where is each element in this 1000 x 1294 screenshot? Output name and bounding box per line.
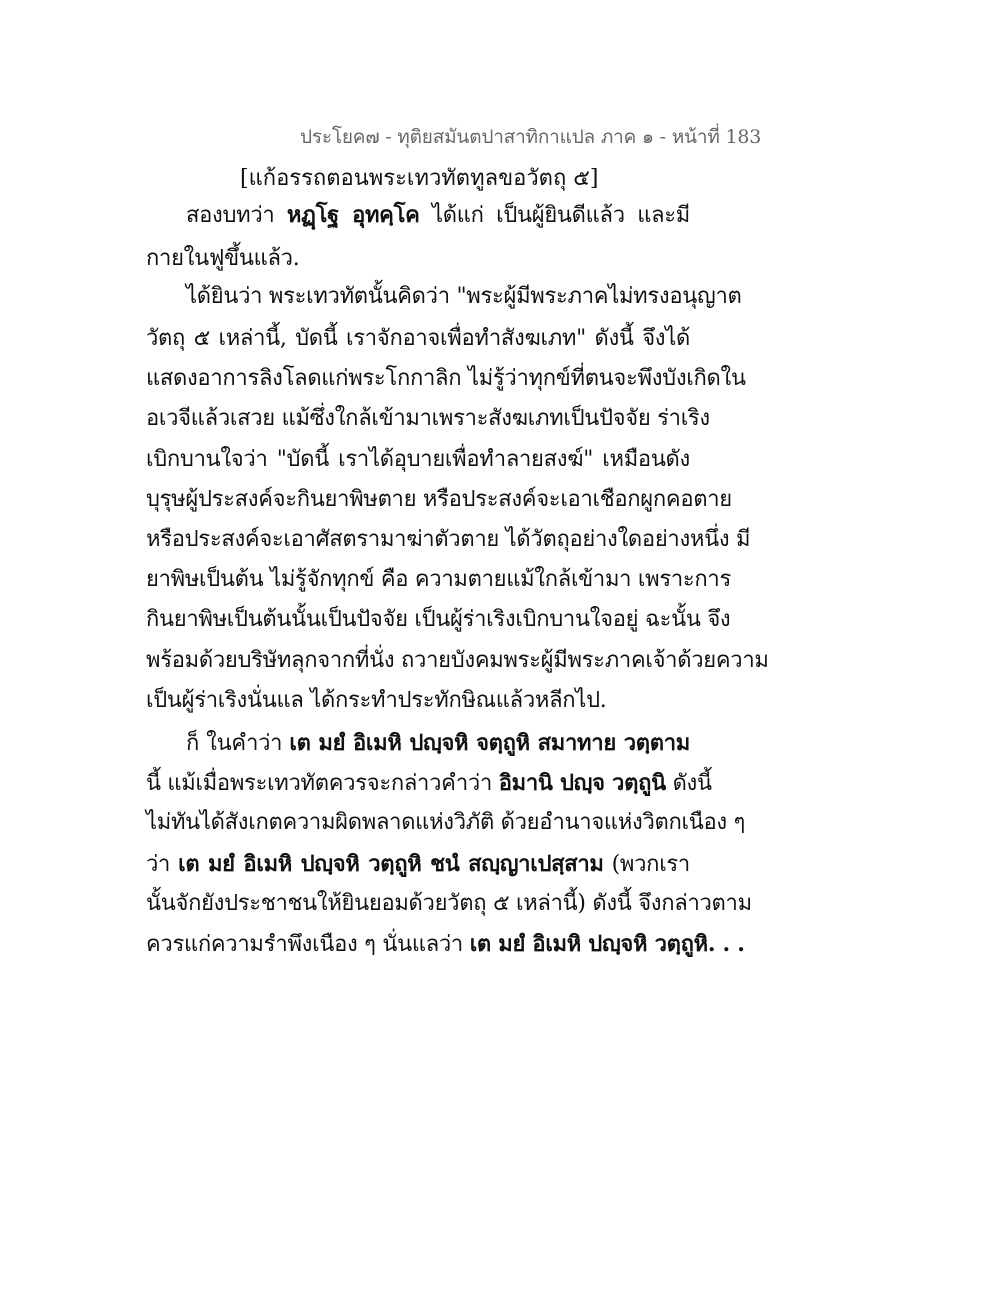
text-line	[146, 447, 690, 473]
text-segment: แสดงอาการลิงโลดแก่พระโกกาลิก ไม่รู้ว่าทุกข์ที่ตนจะพึงบังเกิดใน	[146, 366, 746, 391]
pali-term: เต มยํ อิเมหิ ปญฺจหิ วตฺถูหิ ชนํ สญฺญาเปสฺสาม	[178, 851, 604, 877]
text-segment: บุรุษผู้ประสงค์จะกินยาพิษตาย หรือประสงค์จะเอาเชือกผูกคอตาย	[146, 487, 732, 512]
text-segment: ไม่ทันได้สังเกตความผิดพลาดแห่งวิภัติ ด้วยอำนาจแห่งวิตกเนือง ๆ	[146, 810, 746, 835]
text-segment: หรือประสงค์จะเอาศัสตรามาฆ่าตัวตาย ได้วัตถุอย่างใดอย่างหนึ่ง มี	[146, 527, 751, 552]
text-line	[146, 688, 606, 714]
text-segment: ควรแก่ความรำพึงเนือง ๆ นั่นแลว่า	[146, 932, 470, 957]
text-segment: ยาพิษเป็นต้น ไม่รู้จักทุกข์ คือ ความตายแม้ใกล้เข้ามา เพราะการ	[146, 567, 732, 592]
text-line	[146, 770, 712, 797]
text-line	[146, 810, 746, 836]
text-line	[146, 246, 299, 272]
text-line	[186, 202, 690, 229]
text-segment: ก็ ในคำว่า	[186, 731, 290, 756]
running-header: ประโยค๗ - ทุติยสมันตปาสาทิกาแปล ภาค ๑ - หน้าที่ 183	[300, 126, 762, 148]
text-line	[146, 851, 690, 878]
text-line	[146, 366, 746, 392]
text-segment: เป็นผู้ร่าเริงนั่นแล ได้กระทำประทักษิณแล้วหลีกไป.	[146, 688, 607, 713]
text-segment: เบิกบานใจว่า "บัดนี้ เราได้อุบายเพื่อทำลายสงฆ์" เหมือนดัง	[146, 447, 690, 472]
text-segment: ดังนี้	[665, 771, 712, 796]
text-segment: อเวจีแล้วเสวย แม้ซึ่งใกล้เข้ามาเพราะสังฆเภทเป็นปัจจัย ร่าเริง	[146, 406, 710, 431]
section-heading: [แก้อรรถตอนพระเทวทัตทูลขอวัตถุ ๕]	[240, 166, 599, 191]
text-line	[146, 931, 745, 958]
pali-term: เต มยํ อิเมหิ ปญฺจหิ จตฺถูหิ สมาทาย วตฺตาม	[289, 730, 690, 756]
text-segment: ได้แก่ เป็นผู้ยินดีแล้ว และมี	[419, 203, 690, 228]
text-segment: สองบทว่า	[186, 203, 287, 228]
text-line	[146, 891, 752, 917]
text-segment: พร้อมด้วยบริษัทลุกจากที่นั่ง ถวายบังคมพระผู้มีพระภาคเจ้าด้วยความ	[146, 648, 769, 673]
text-segment: กายในฟูขึ้นแล้ว.	[146, 246, 300, 271]
pali-term: อิมานิ ปญฺจ วตฺถูนิ	[498, 770, 666, 796]
text-line	[186, 730, 690, 757]
text-line	[186, 284, 742, 310]
text-line	[146, 648, 769, 674]
text-line	[146, 406, 710, 432]
text-line	[146, 567, 732, 593]
text-line	[146, 527, 751, 553]
text-line	[146, 607, 731, 633]
pali-term: หฏฺโฐ อุทคฺโค	[286, 202, 420, 228]
text-segment: วัตถุ ๕ เหล่านี้, บัดนี้ เราจักอาจเพื่อทำสังฆเภท" ดังนี้ จึงได้	[146, 326, 690, 351]
text-line	[146, 487, 732, 513]
text-segment: นั้นจักยังประชาชนให้ยินยอมด้วยวัตถุ ๕ เหล่านี้) ดังนี้ จึงกล่าวตาม	[146, 891, 752, 916]
text-segment: ว่า	[146, 852, 179, 877]
text-segment: กินยาพิษเป็นต้นนั้นเป็นปัจจัย เป็นผู้ร่าเริงเบิกบานใจอยู่ ฉะนั้น จึง	[146, 607, 731, 632]
pali-term: เต มยํ อิเมหิ ปญฺจหิ วตฺถูหิ. . .	[469, 931, 745, 957]
text-segment: นี้ แม้เมื่อพระเทวทัตควรจะกล่าวคำว่า	[146, 771, 499, 796]
text-line	[146, 326, 690, 352]
text-segment: ได้ยินว่า พระเทวทัตนั้นคิดว่า "พระผู้มีพระภาคไม่ทรงอนุญาต	[186, 284, 742, 309]
text-segment: (พวกเรา	[603, 852, 690, 877]
